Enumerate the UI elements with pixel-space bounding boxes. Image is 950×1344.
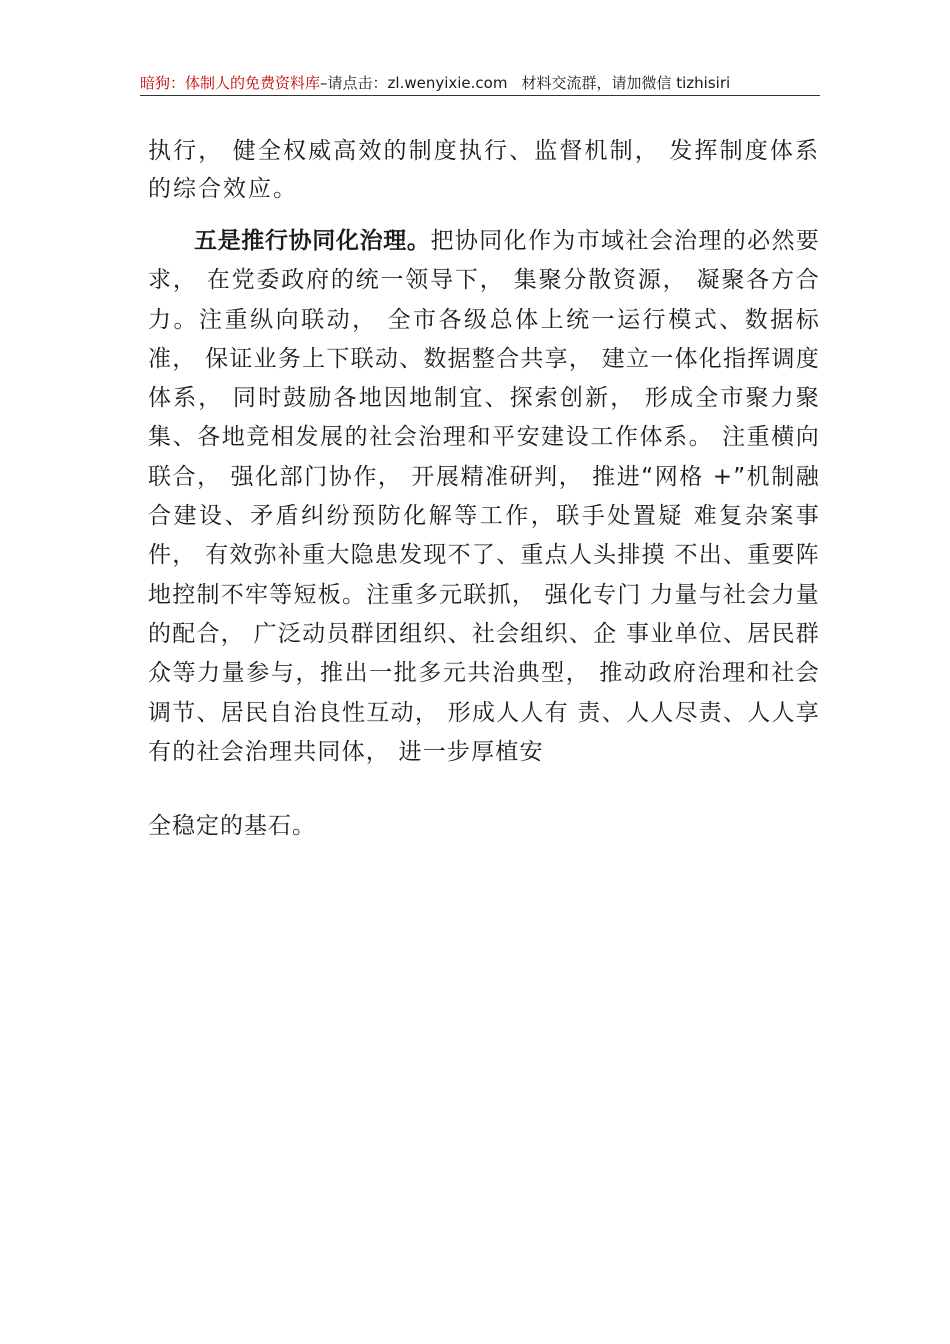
header-wechat-note: 材料交流群，请加微信 tizhisiri <box>521 74 731 92</box>
page-header <box>140 72 820 94</box>
section-5-body: 把协同化作为市域社会治理的必然要求， 在党委政府的统一领导下， 集聚分散资源， 凝聚各方合力。注重纵向联动， 全市各级总体上统一运行模式、数据标准， 保证业务上下联动、数据整合共享， 建立一体化指挥调度体系， 同时鼓励各地因地制宜、探索创新， 形成全市聚力聚集、各地竞相发展的社会治理和平安建设工作体系。 注重横向联合， 强化部门协作， 开展精准研判， 推进“网格 +”机制融合建设、矛盾纠纷预防化解等工作，联手处置疑 难复杂案事件， 有效弥补重大隐患发现不了、重点人头排摸 不出、重要阵地控制不牢等短板。注重多元联抓， 强化专门 力量与社会力量的配合， 广泛动员群团组织、社会组织、企 事业单位、居民群众等力量参与，推出一批多元共治典型， 推动政府治理和社会调节、居民自治良性互动， 形成人人有 责、人人尽责、人人享有的社会治理共同体， 进一步厚植安 <box>148 228 821 765</box>
header-divider <box>140 95 820 96</box>
header-url-link[interactable]: zl.wenyixie.com <box>387 74 508 92</box>
header-click-prompt: –请点击： <box>320 74 388 92</box>
header-site-label: 暗狗：体制人的免费资料库 <box>140 74 321 92</box>
paragraph-1: 执行， 健全权威高效的制度执行、监督机制， 发挥制度体系的综合效应。 <box>148 138 820 202</box>
section-5-heading: 五是推行协同化治理。 <box>194 228 431 254</box>
section-5-final-line: 全稳定的基石。 <box>148 813 316 839</box>
paragraph-section-5 <box>148 222 820 772</box>
